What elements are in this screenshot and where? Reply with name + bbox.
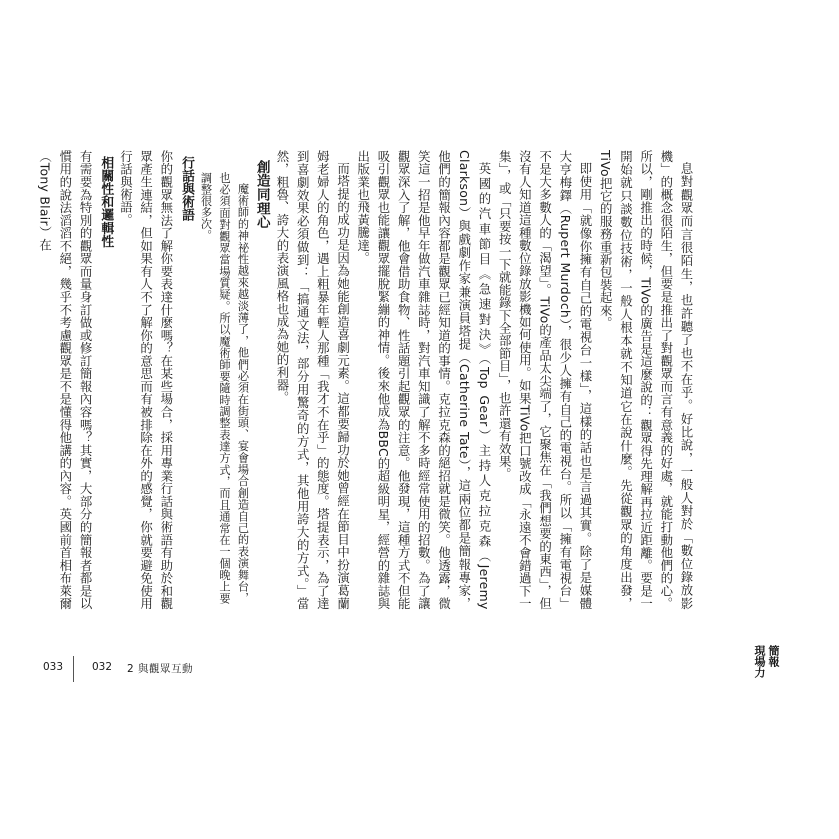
paragraph: 英國的汽車節目《急速對決》（Top Gear）主持人克拉克森（Jeremy Clarkson）與戲劇作家兼演員塔提（Catherine Tate），這兩位都是簡報專家，他們的簡報內容都是觀眾已經知道的事情。克拉克森的絕招就是微笑。他透露，微笑這一招是他早年做汽車雜誌時，對汽車知識了解不多時經常使用的招數。為了讓觀眾深入了解，他會借助食物、性話題引起觀眾的注意。他發現，這種方式不但能吸引觀眾也能讓觀眾擺脫緊繃的神情。後來他成為BBC的超級明星，經營的雜誌與出版業也飛黃騰達。 (355, 150, 492, 610)
subsection-heading: 相關性和邏輯性 (98, 156, 114, 248)
running-head (752, 645, 780, 705)
section-heading: 創造同理心 (253, 160, 270, 229)
paragraph: 有需要為特別的觀眾而量身訂做或修訂簡報內容嗎？其實，大部分的簡報者都是以慣用的說法滔滔不絕，幾乎不考慮觀眾是不是懂得他講的內容。英國前首相布萊爾（Tony Blair）在 (37, 150, 94, 610)
paragraph: 即使用「就像你擁有自己的電視台一樣」，這樣的話也是言過其實。除了是媒體大亨梅鐸（Rupert Murdoch），很少人擁有自己的電視台。所以「擁有電視台」不是大多數人的「渴望」。TiVo的產品太尖端了，它聚焦在「我們想要的東西」，但沒有人知道這種數位錄放影機如何使用。如果TiVo把口號改成「永遠不會錯過下一集」，或「只要按一下就能錄下全部節目」，也許還有效果。 (497, 150, 593, 610)
running-head-line-1: 簡報 (767, 645, 780, 667)
paragraph: 你的觀眾無法了解你要表達什麼嗎？在某些場合，採用專業行話與術語有助於和觀眾產生連結，但如果有人不了解你的意思而有被排除在外的感覺，你就要避免使用行話與術語。 (118, 150, 174, 610)
chapter-title: 2 與觀眾互動 (127, 663, 194, 675)
block-quote: 魔術師的神祕性越來越淡薄了，他們必須在街頭、宴會場合創造自己的表演舞台，也必須面對觀眾當場質疑。所以魔術師要隨時調整表達方式，而且通常在一個晚上要調整很多次。 (199, 172, 250, 604)
page-number-left: 033 (43, 661, 64, 673)
page-divider (73, 656, 74, 682)
subsection-heading: 行話與術語 (179, 156, 195, 222)
page-number-right: 032 (92, 661, 113, 673)
body-text (37, 150, 696, 610)
running-head-line-2: 現場力 (753, 645, 766, 678)
paragraph: 息對觀眾而言很陌生，也許聽了也不在乎。好比說，一般人對於「數位錄放影機」的概念很陌生，但要是推出了對觀眾而言有意義的好處，就能打動他們的心。所以，剛推出的時候，TiVo的廣告是這麼說的：觀眾得先理解再拉近距離。要是一開始就只談數位技術，一般人根本就不知道它在說什麼。先從觀眾的角度出發，TiVo把它的服務重新包裝起來。 (598, 150, 694, 610)
paragraph: 而塔提的成功是因為她能創造喜劇元素。這都要歸功於她曾經在節目中扮演葛蘭姆老婦人的角色，遇上粗暴年輕人那種「我才不在乎」的態度。塔提表示，為了達到喜劇效果必須做到：「搞通文法，部分用驚奇的方式，其他用誇大的方式。」當然，粗魯、誇大的表演風格也成為她的利器。 (274, 150, 351, 610)
